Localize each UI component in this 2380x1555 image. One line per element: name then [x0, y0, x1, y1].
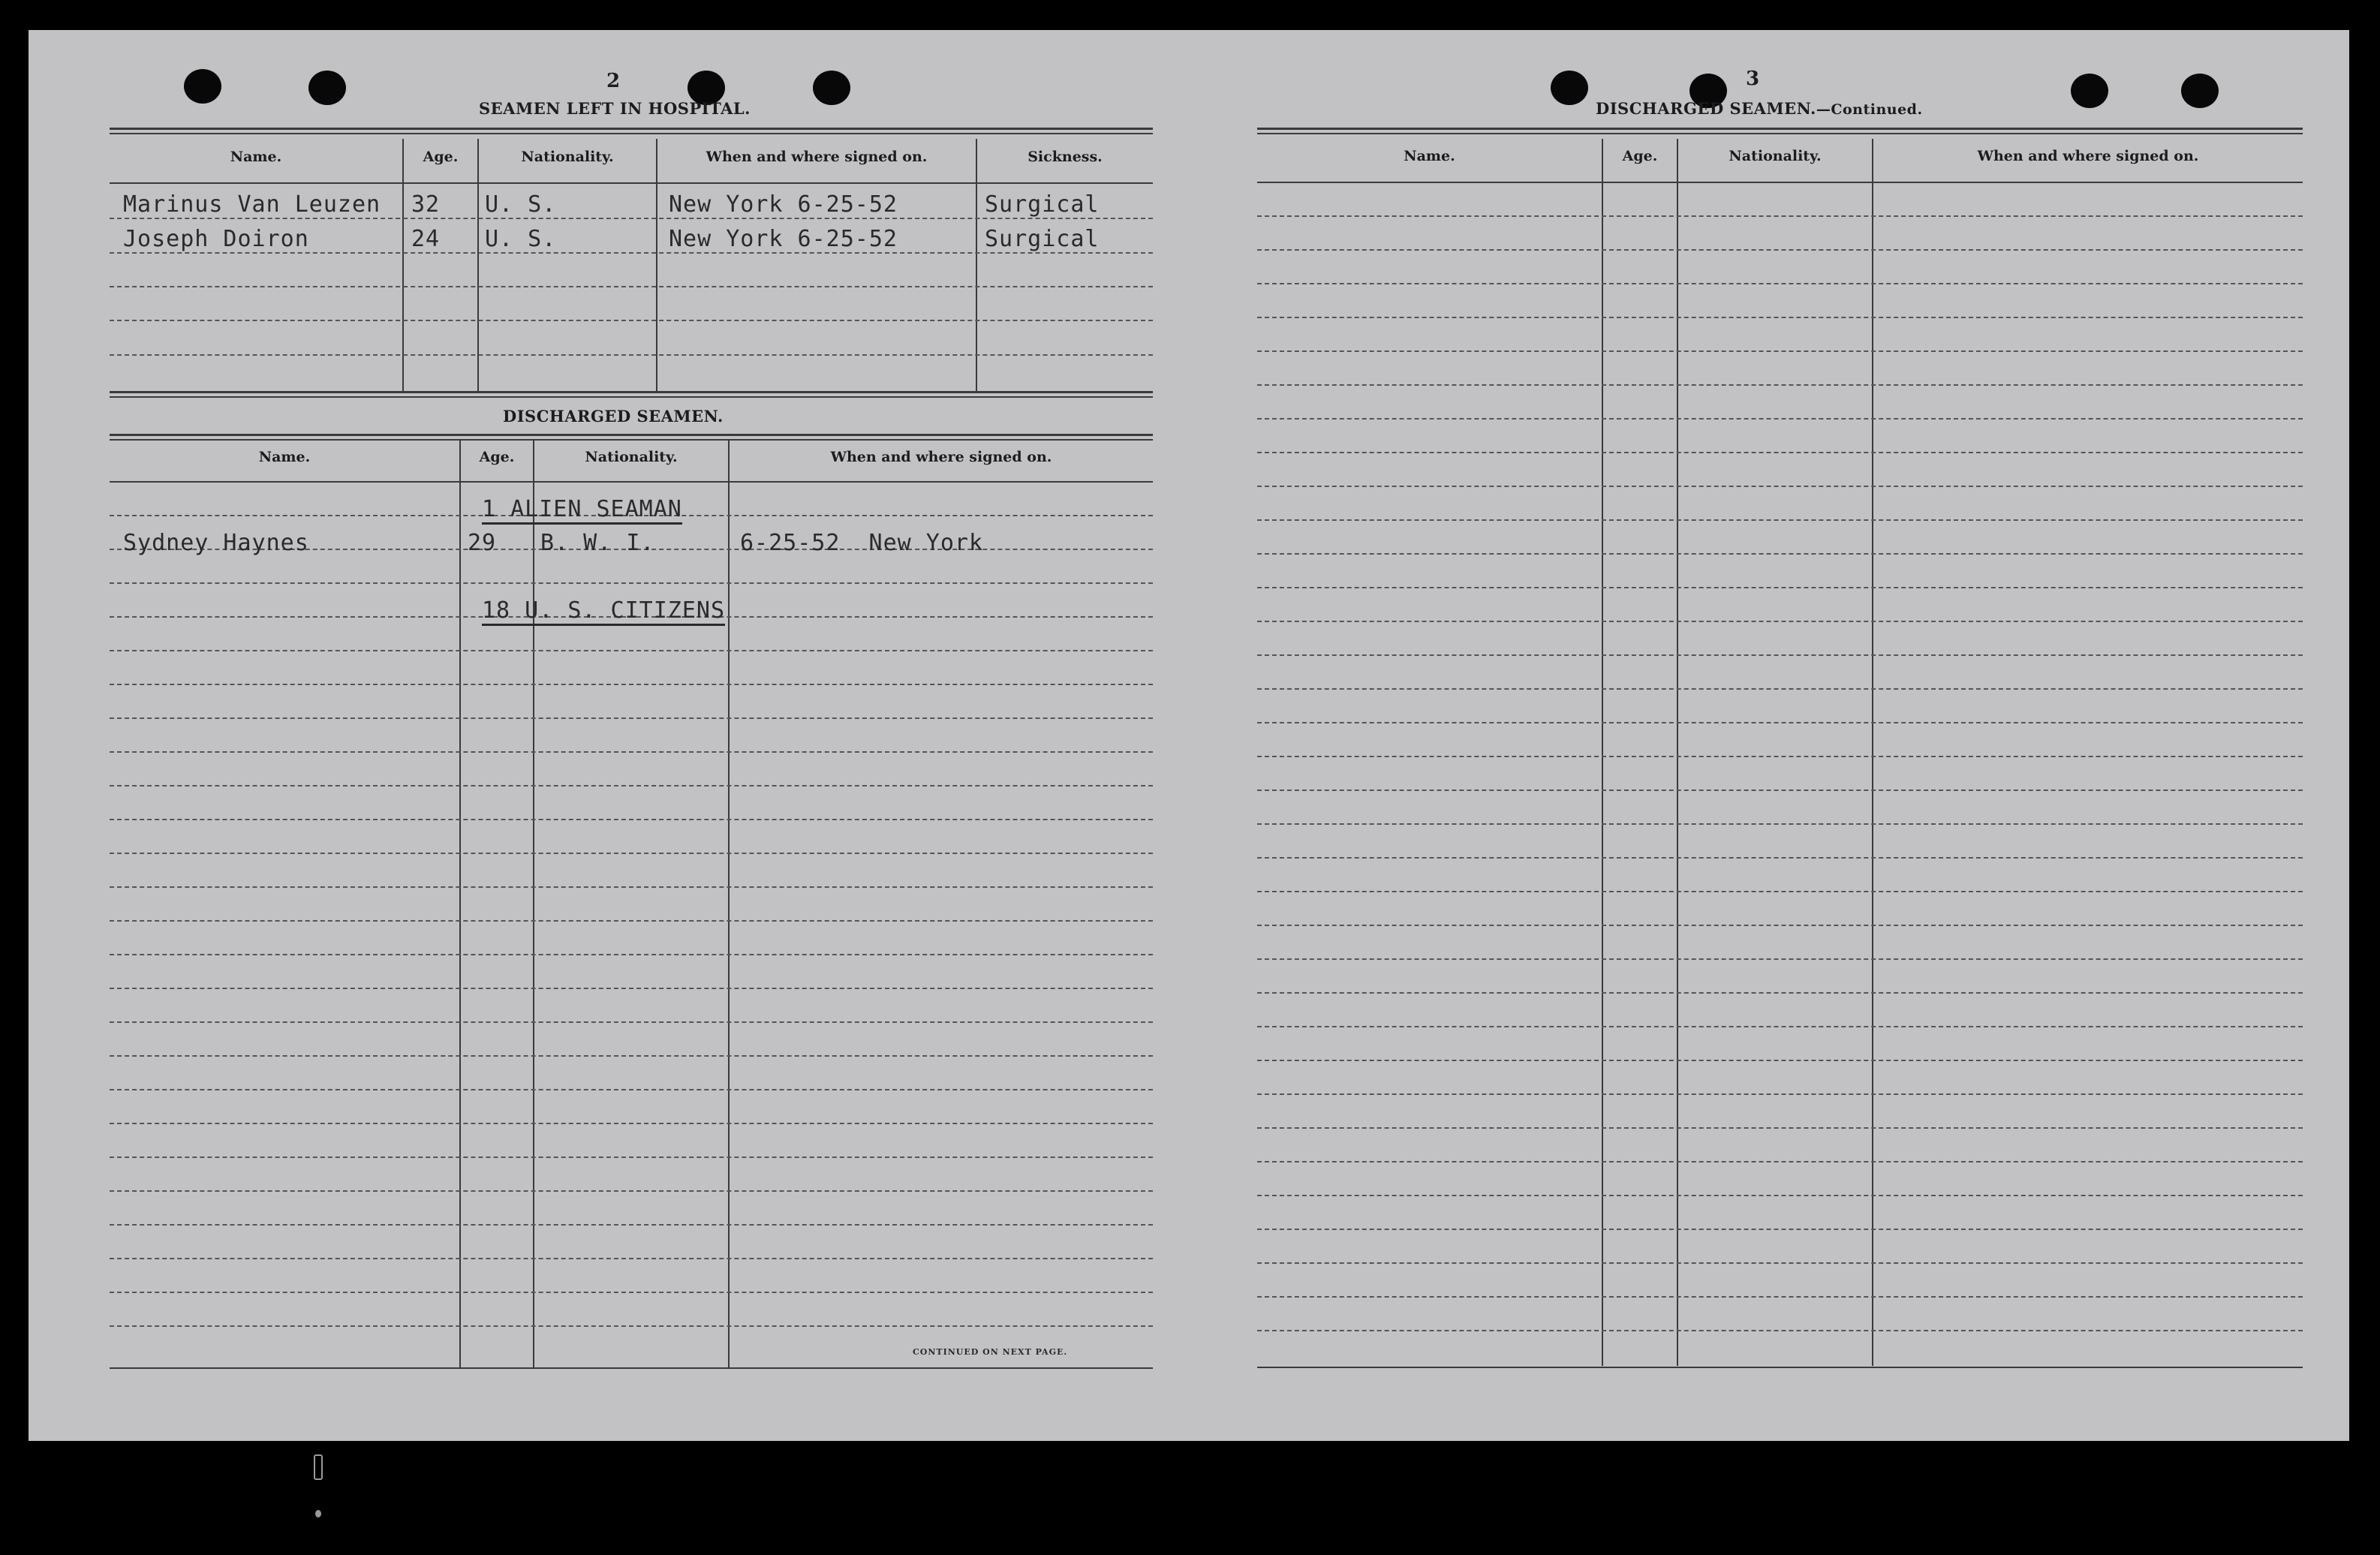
ledger-row-line	[110, 1224, 1153, 1226]
punch-hole	[2181, 74, 2219, 108]
hospital-header-sickness: Sickness.	[1028, 149, 1103, 165]
hospital-row-line	[110, 252, 1153, 254]
ledger-row-line	[110, 853, 1153, 854]
ledger-row-line	[1257, 1296, 2303, 1298]
punch-hole	[1551, 71, 1588, 105]
hospital-header-rule	[110, 182, 1153, 184]
ledger-row-line	[1257, 1229, 2303, 1230]
ledger-row-line	[1257, 823, 2303, 825]
ledger-row-line	[1257, 249, 2303, 251]
hospital-section-title: SEAMEN LEFT IN HOSPITAL.	[479, 99, 751, 118]
hospital-bottom-rule	[110, 391, 1153, 393]
ledger-row-line	[1257, 722, 2303, 723]
hospital-header-nationality: Nationality.	[521, 149, 614, 165]
ledger-row-line	[1257, 654, 2303, 656]
ledger-row-line	[1257, 418, 2303, 420]
discharged-section-title: DISCHARGED SEAMEN.	[503, 407, 724, 426]
hospital-row-line	[110, 354, 1153, 356]
ledger-row-line	[110, 1190, 1153, 1192]
hospital-header-name: Name.	[230, 149, 282, 165]
ledger-row-line	[110, 582, 1153, 584]
discharged-header-signed-on: When and where signed on.	[830, 449, 1052, 465]
ledger-row-line	[1257, 519, 2303, 521]
ledger-row-line	[110, 684, 1153, 685]
ledger-row-line	[110, 1156, 1153, 1158]
ledger-row-line	[110, 1089, 1153, 1090]
ledger-row-line	[110, 1021, 1153, 1023]
hospital-row-line	[110, 286, 1153, 287]
discharged-col-divider	[459, 439, 461, 1367]
right-header-age: Age.	[1622, 148, 1658, 164]
margin-mark	[314, 1454, 323, 1480]
punch-hole	[2071, 74, 2108, 108]
punch-hole	[813, 71, 850, 105]
right-col-divider	[1602, 139, 1603, 1366]
ledger-row-line	[110, 717, 1153, 719]
right-col-divider	[1677, 139, 1678, 1366]
hospital-row-2-signed-on: New York 6-25-52	[669, 226, 898, 252]
hospital-row-1-signed-on: New York 6-25-52	[669, 191, 898, 218]
right-section-title	[1596, 99, 1923, 118]
ledger-row-line	[1257, 857, 2303, 859]
ledger-row-line	[110, 785, 1153, 787]
ledger-row-line	[110, 1292, 1153, 1293]
discharged-row-1-nationality: B. W. I.	[540, 530, 655, 556]
ledger-row-line	[1257, 587, 2303, 588]
ledger-row-line	[1257, 350, 2303, 352]
right-bottom-rule	[1257, 1367, 2303, 1368]
ledger-row-line	[1257, 1161, 2303, 1162]
paper-smudge: ·	[869, 1171, 874, 1187]
discharged-header-rule	[110, 481, 1153, 483]
ledger-row-line	[1257, 756, 2303, 757]
ledger-row-line	[1257, 992, 2303, 994]
hospital-row-1-nationality: U. S.	[485, 191, 557, 218]
right-header-nationality: Nationality.	[1729, 148, 1822, 164]
right-section-title-text: DISCHARGED SEAMEN.	[1596, 99, 1816, 118]
punch-hole	[184, 69, 221, 104]
discharged-bottom-rule	[110, 1367, 1153, 1369]
right-header-signed-on: When and where signed on.	[1977, 148, 2199, 164]
ledger-row-line	[110, 650, 1153, 651]
hospital-row-2-name: Joseph Doiron	[123, 226, 309, 252]
discharged-row-1-age: 29	[468, 530, 497, 556]
hospital-row-line	[110, 218, 1153, 219]
ledger-row-line	[1257, 215, 2303, 217]
ledger-row-line	[110, 751, 1153, 753]
margin-dot	[315, 1510, 321, 1517]
ledger-row-line	[110, 954, 1153, 955]
ledger-row-line	[1257, 891, 2303, 892]
ledger-row-line	[110, 1325, 1153, 1327]
ledger-row-line	[1257, 553, 2303, 555]
ledger-row-line	[1257, 790, 2303, 791]
alien-seaman-note	[482, 496, 682, 522]
right-col-divider	[1872, 139, 1873, 1366]
ledger-row-line	[1257, 384, 2303, 386]
hospital-row-2-sickness: Surgical	[985, 226, 1100, 252]
left-page-number: 2	[606, 70, 621, 92]
right-top-rule	[1257, 128, 2303, 130]
us-citizens-note-text: 18 U. S. CITIZENS	[482, 597, 725, 626]
ledger-row-line	[1257, 1127, 2303, 1129]
ledger-row-line	[1257, 1262, 2303, 1264]
ledger-row-line	[1257, 486, 2303, 487]
discharged-header-nationality: Nationality.	[585, 449, 678, 465]
hospital-top-rule	[110, 128, 1153, 130]
ledger-row-line	[110, 988, 1153, 989]
hospital-row-line	[110, 320, 1153, 321]
ledger-row-line	[110, 819, 1153, 820]
right-page-number: 3	[1746, 68, 1760, 90]
discharged-row-1-name: Sydney Haynes	[123, 530, 309, 556]
ledger-row-line	[110, 886, 1153, 888]
hospital-header-age: Age.	[423, 149, 459, 165]
ledger-row-line	[1257, 1330, 2303, 1331]
hospital-header-signed-on: When and where signed on.	[706, 149, 928, 165]
hospital-row-1-age: 32	[411, 191, 441, 218]
ledger-row-line	[110, 1258, 1153, 1259]
ledger-row-line	[110, 920, 1153, 922]
continued-on-next-page: CONTINUED ON NEXT PAGE.	[913, 1347, 1068, 1357]
ledger-row-line	[1257, 958, 2303, 960]
ledger-row-line	[1257, 925, 2303, 926]
manifest-sheet	[29, 30, 2349, 1441]
alien-seaman-note-text: 1 ALIEN SEAMAN	[482, 496, 682, 525]
ledger-row-line	[1257, 452, 2303, 453]
ledger-row-line	[1257, 1093, 2303, 1095]
discharged-header-name: Name.	[258, 449, 311, 465]
hospital-row-2-age: 24	[411, 226, 441, 252]
discharged-row-1-signed-on: 6-25-52 New York	[740, 530, 984, 556]
right-header-name: Name.	[1404, 148, 1455, 164]
right-section-title-suffix: —Continued.	[1816, 101, 1923, 118]
ledger-row-line	[1257, 1060, 2303, 1061]
discharged-top-rule	[110, 434, 1153, 436]
discharged-col-divider	[728, 439, 730, 1367]
ledger-row-line	[110, 1055, 1153, 1057]
ledger-row-line	[110, 1123, 1153, 1124]
hospital-row-1-sickness: Surgical	[985, 191, 1100, 218]
hospital-row-2-nationality: U. S.	[485, 226, 557, 252]
punch-hole	[308, 71, 346, 105]
ledger-row-line	[1257, 621, 2303, 622]
right-header-rule	[1257, 182, 2303, 183]
ledger-row-line	[1257, 283, 2303, 284]
ledger-row-line	[1257, 1026, 2303, 1027]
ledger-row-line	[1257, 688, 2303, 690]
discharged-col-divider	[533, 439, 534, 1367]
discharged-header-age: Age.	[479, 449, 515, 465]
hospital-row-1-name: Marinus Van Leuzen	[123, 191, 381, 218]
us-citizens-note	[482, 597, 725, 624]
ledger-row-line	[1257, 317, 2303, 318]
ledger-row-line	[1257, 1195, 2303, 1196]
